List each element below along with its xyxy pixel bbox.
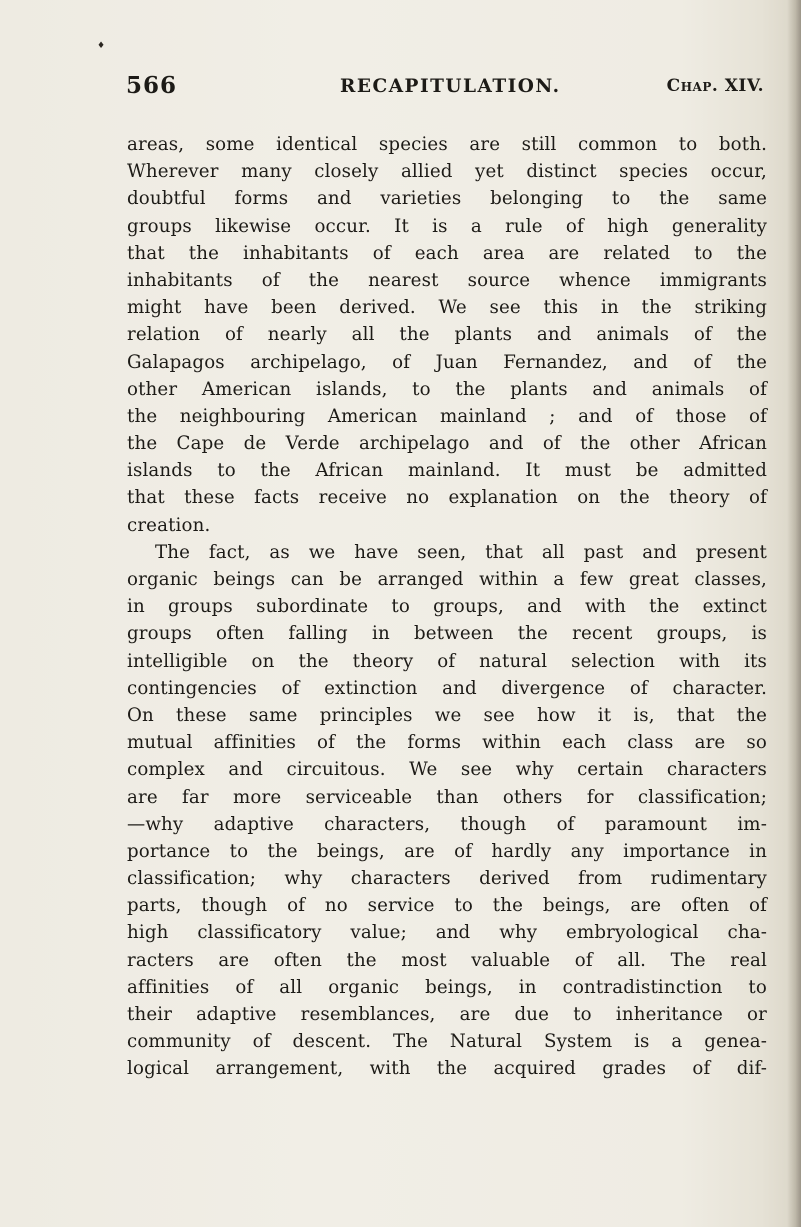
text-line: inhabitants of the nearest source whence immigrants xyxy=(127,269,767,291)
text-line: organic beings can be arranged within a few great classes, xyxy=(127,569,767,590)
text-line: mutual affinities of the forms within each class are so xyxy=(127,732,767,754)
text-line: racters are often the most valuable of all. The real xyxy=(127,949,767,971)
text-line: complex and circuitous. We see why certain characters xyxy=(127,759,767,781)
page-number: 566 xyxy=(126,72,178,99)
body-text xyxy=(127,131,767,1083)
running-head: RECAPITULATION. xyxy=(340,76,561,97)
text-line: high classificatory value; and why embryological cha- xyxy=(127,922,767,944)
text-line: other American islands, to the plants and animals of xyxy=(127,378,767,400)
text-line: Wherever many closely allied yet distinct species occur, xyxy=(127,161,767,183)
chapter-label: Chap. XIV. xyxy=(666,76,764,96)
text-line: their adaptive resemblances, are due to inheritance or xyxy=(127,1004,767,1025)
text-line: Galapagos archipelago, of Juan Fernandez, and of the xyxy=(127,351,767,373)
text-line: On these same principles we see how it is, that the xyxy=(127,704,767,726)
text-line: contingencies of extinction and divergence of character. xyxy=(127,677,767,699)
text-line: creation. xyxy=(127,514,211,536)
text-line: in groups subordinate to groups, and with the extinct xyxy=(127,596,767,618)
margin-mark: ♦ xyxy=(97,41,106,51)
text-line: logical arrangement, with the acquired grades of dif- xyxy=(127,1058,767,1080)
page-header xyxy=(126,72,768,106)
page-edge-shadow xyxy=(787,0,801,1227)
text-line: portance to the beings, are of hardly any importance in xyxy=(127,840,767,862)
text-line: affinities of all organic beings, in contradistinction to xyxy=(127,976,767,998)
text-line: classification; why characters derived from rudimentary xyxy=(127,868,767,890)
text-line: the Cape de Verde archipelago and of the other African xyxy=(127,433,767,455)
text-line: islands to the African mainland. It must be admitted xyxy=(127,460,767,482)
text-line: might have been derived. We see this in the striking xyxy=(127,297,767,319)
text-line: intelligible on the theory of natural selection with its xyxy=(127,650,767,672)
text-line: that these facts receive no explanation on the theory of xyxy=(127,487,767,509)
text-line: The fact, as we have seen, that all past and present xyxy=(155,541,767,563)
text-line: that the inhabitants of each area are related to the xyxy=(127,242,767,264)
text-line: relation of nearly all the plants and animals of the xyxy=(127,324,767,346)
text-line: doubtful forms and varieties belonging to the same xyxy=(127,188,767,210)
text-line: parts, though of no service to the beings, are often of xyxy=(127,895,767,917)
text-line: areas, some identical species are still common to both. xyxy=(127,134,767,155)
text-line: groups likewise occur. It is a rule of high generality xyxy=(127,215,767,237)
text-line: —why adaptive characters, though of paramount im- xyxy=(127,813,767,835)
text-line: are far more serviceable than others for classification; xyxy=(127,786,767,808)
text-line: community of descent. The Natural System is a genea- xyxy=(127,1031,767,1053)
text-line: the neighbouring American mainland ; and of those of xyxy=(127,405,767,427)
text-line: groups often falling in between the recent groups, is xyxy=(127,623,767,645)
